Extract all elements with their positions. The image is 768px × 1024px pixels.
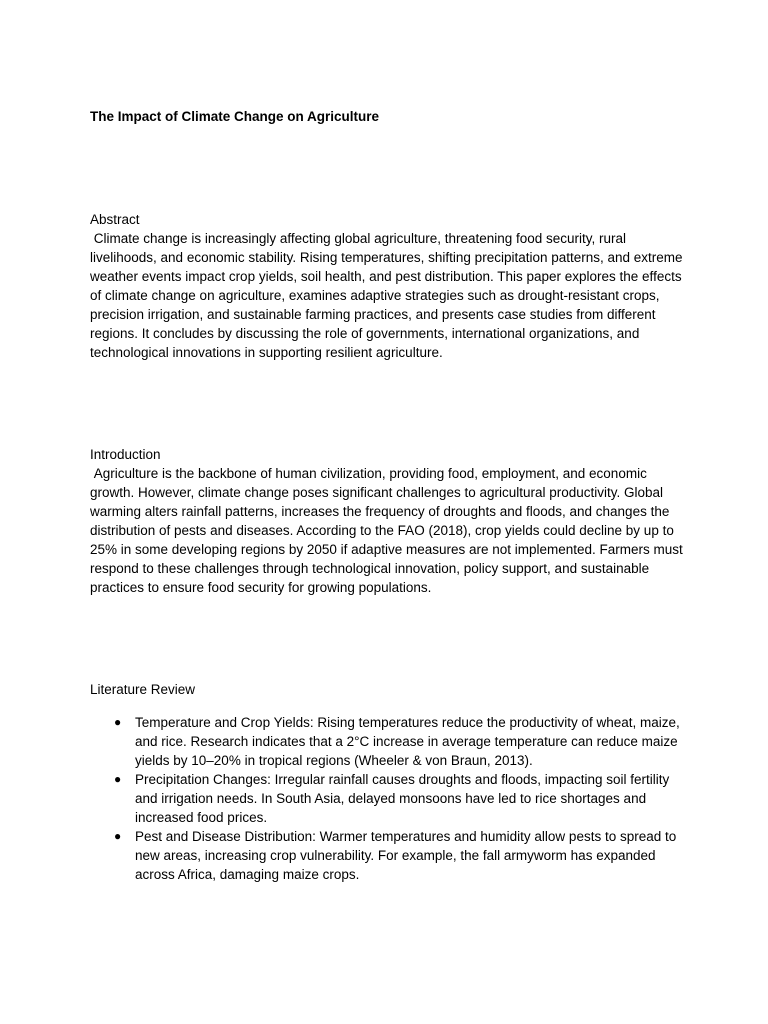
- list-item: [90, 713, 687, 770]
- introduction-body: Agriculture is the backbone of human civilization, providing food, employment, and economic growth. However, climate change poses significant challenges to agricultural productivity. Global warming alters rainfall patterns, increases the frequency of droughts and floods, and changes the distribution of pests and diseases. According to the FAO (2018), crop yields could decline by up to 25% in some developing regions by 2050 if adaptive measures are not implemented. Farmers must respond to these challenges through technological innovation, policy support, and sustainable practices to ensure food security for growing populations.: [90, 466, 687, 595]
- bullet-icon: ●: [114, 829, 122, 843]
- literature-review-heading: Literature Review: [90, 682, 196, 697]
- bullet-icon: ●: [114, 772, 122, 786]
- bullet-icon: ●: [114, 715, 122, 729]
- abstract-section: [90, 210, 690, 362]
- list-item: [90, 770, 687, 827]
- list-item-text: Pest and Disease Distribution: Warmer temperatures and humidity allow pests to spread to new areas, increasing crop vulnerability. For example, the fall armyworm has expanded across Africa, damaging maize crops.: [135, 829, 677, 882]
- list-item-text: Temperature and Crop Yields: Rising temperatures reduce the productivity of wheat, maize, and rice. Research indicates that a 2°C increase in average temperature can reduce maize yields by 10–20% in tropical regions (Wheeler & von Braun, 2013).: [135, 715, 680, 768]
- list-item-text: Precipitation Changes: Irregular rainfall causes droughts and floods, impacting soil fertility and irrigation needs. In South Asia, delayed monsoons have led to rice shortages and increased food prices.: [135, 772, 670, 825]
- abstract-heading: Abstract: [90, 212, 140, 227]
- literature-review-list: [90, 713, 690, 884]
- document-title: The Impact of Climate Change on Agriculture: [90, 109, 380, 124]
- introduction-heading: Introduction: [90, 447, 161, 462]
- introduction-section: [90, 445, 690, 597]
- literature-review-section: [90, 680, 690, 884]
- list-item: [90, 827, 687, 884]
- abstract-body: Climate change is increasingly affecting global agriculture, threatening food security, rural livelihoods, and economic stability. Rising temperatures, shifting precipitation patterns, and extreme weather events impact crop yields, soil health, and pest distribution. This paper explores the effects of climate change on agriculture, examines adaptive strategies such as drought-resistant crops, precision irrigation, and sustainable farming practices, and presents case studies from different regions. It concludes by discussing the role of governments, international organizations, and technological innovations in supporting resilient agriculture.: [90, 231, 687, 360]
